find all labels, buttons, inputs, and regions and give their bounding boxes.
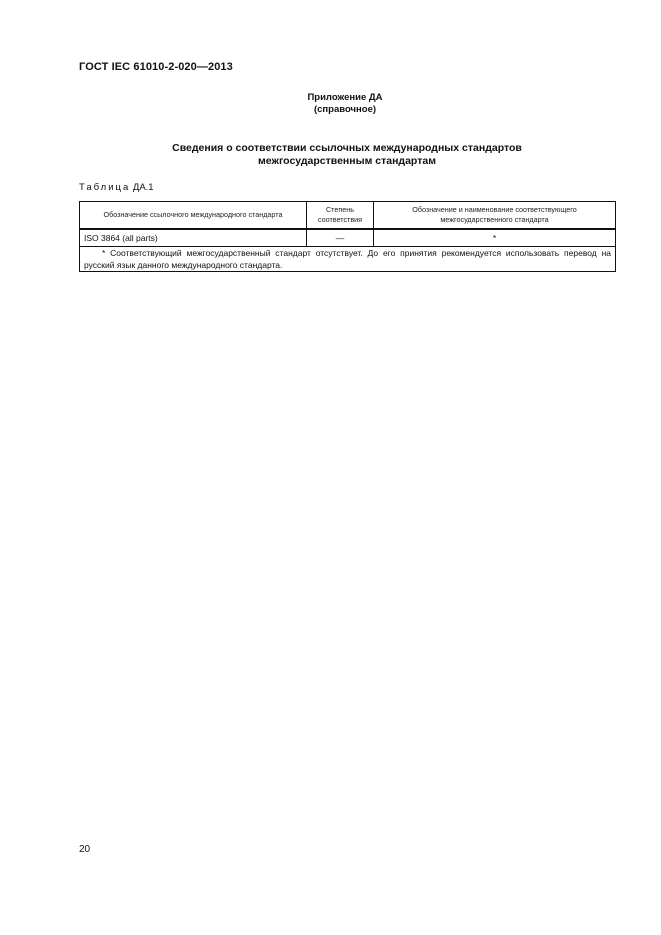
table-footnote-row bbox=[80, 247, 616, 272]
interstate-standard-cell: * bbox=[374, 229, 616, 247]
column-header-degree: Степень соответствия bbox=[307, 202, 374, 230]
footnote-text: * Соответствующий межгосударственный стандарт отсутствует. До его принятия рекомендуется использовать перевод на русский язык данного международного стандарта. bbox=[84, 248, 611, 270]
annex-heading bbox=[0, 92, 661, 116]
degree-cell: — bbox=[307, 229, 374, 247]
section-title-line-2: межгосударственным стандартам bbox=[258, 155, 436, 167]
international-standard-cell: ISO 3864 (all parts) bbox=[80, 229, 307, 247]
page-number: 20 bbox=[79, 844, 91, 855]
table-caption bbox=[79, 182, 154, 193]
annex-title: Приложение ДА bbox=[307, 92, 383, 103]
section-title-line-1: Сведения о соответствии ссылочных международных стандартов bbox=[172, 142, 522, 154]
document-code: ГОСТ IEC 61010-2-020—2013 bbox=[79, 61, 233, 73]
table-caption-number: ДА.1 bbox=[132, 182, 154, 193]
table-header-row bbox=[80, 202, 616, 230]
section-title bbox=[0, 142, 661, 168]
reference-standards-table bbox=[79, 201, 616, 272]
annex-status: (справочное) bbox=[313, 104, 377, 115]
table-row bbox=[80, 229, 616, 247]
column-header-international-standard: Обозначение ссылочного международного стандарта bbox=[80, 202, 307, 230]
footnote-cell bbox=[80, 247, 616, 272]
table-caption-word: Таблица bbox=[79, 182, 131, 193]
column-header-interstate-standard: Обозначение и наименование соответствующего межгосударственного стандарта bbox=[374, 202, 616, 230]
